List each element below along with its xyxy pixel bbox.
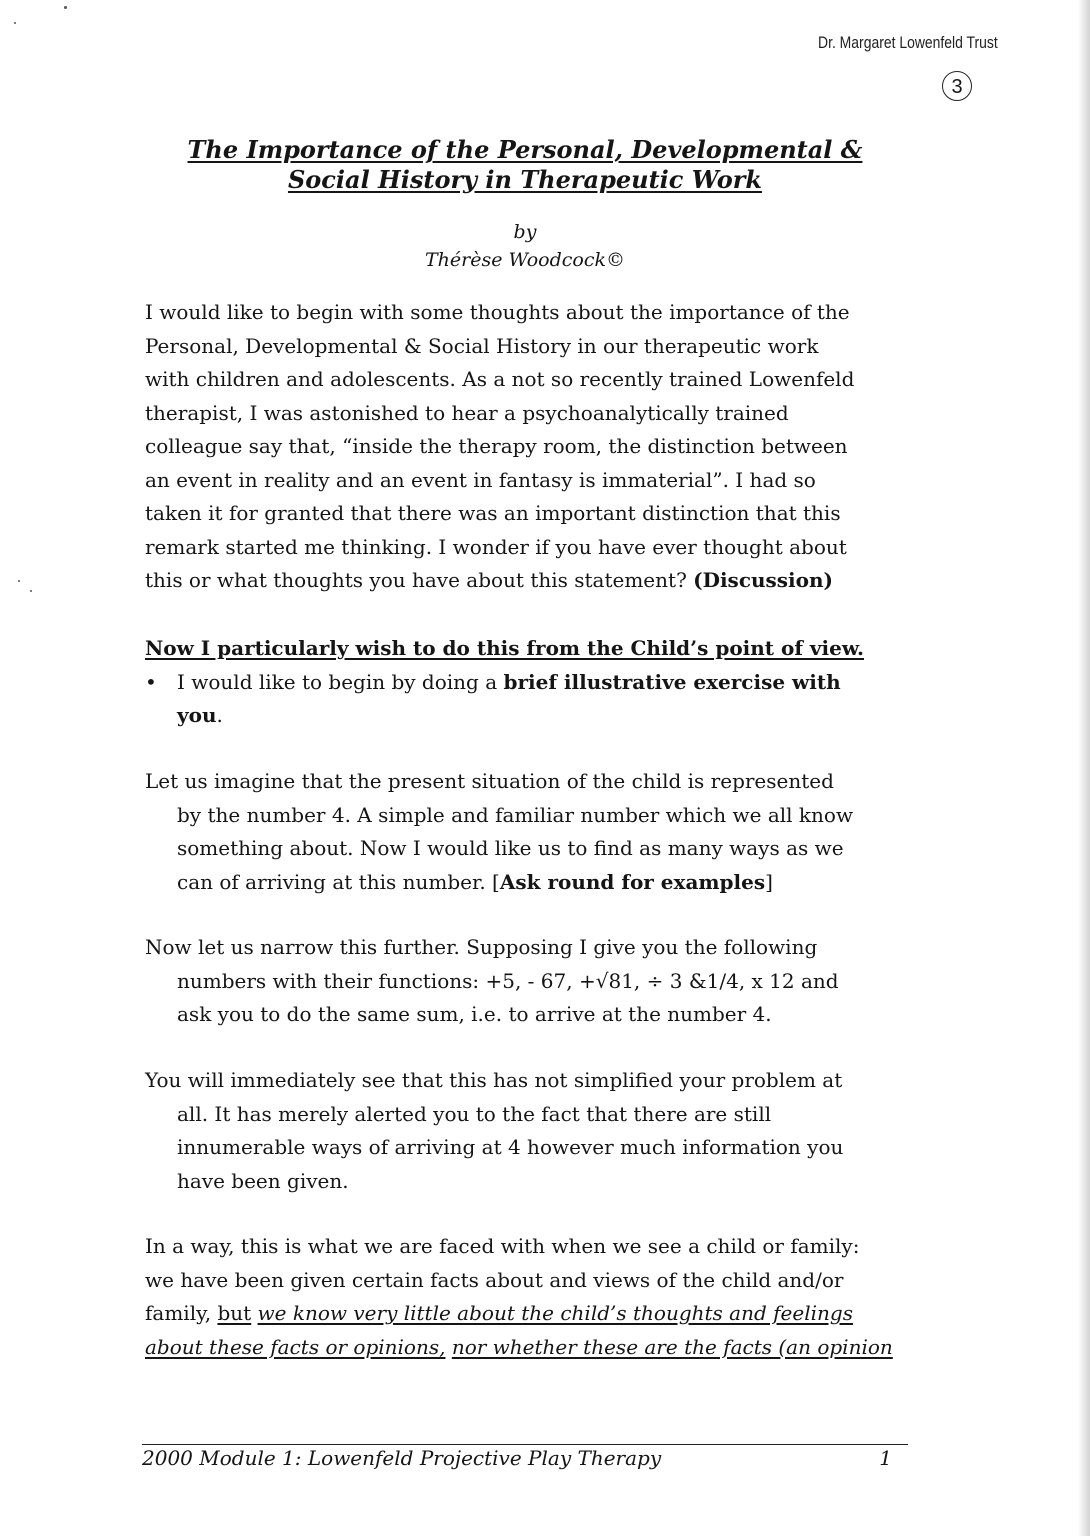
intro-line: I would like to begin with some thoughts about the importance of the bbox=[145, 300, 850, 324]
page-edge bbox=[1078, 0, 1090, 1536]
intro-line: remark started me thinking. I wonder if you have ever thought about bbox=[145, 534, 847, 559]
bullet-end: . bbox=[216, 703, 223, 727]
paragraph-line: have been given. bbox=[177, 1168, 349, 1193]
paragraph-text: ] bbox=[765, 869, 773, 894]
intro-line: colleague say that, “inside the therapy room, the distinction between bbox=[145, 434, 848, 458]
paragraph-last-line bbox=[145, 866, 915, 900]
title-line-2: Social History in Therapeutic Work bbox=[287, 165, 763, 194]
byline bbox=[100, 218, 950, 274]
footer-text: 2000 Module 1: Lowenfeld Projective Play Therapy bbox=[142, 1446, 662, 1470]
paragraph-line: we have been given certain facts about and views of the child and/or bbox=[145, 1267, 844, 1292]
bullet-text: I would like to begin by doing a bbox=[177, 669, 504, 694]
discussion-note: (Discussion) bbox=[693, 568, 833, 592]
paragraph-line: innumerable ways of arriving at 4 however much information you bbox=[177, 1135, 844, 1159]
scan-speck bbox=[14, 22, 16, 24]
scan-speck bbox=[64, 6, 67, 9]
immediately-paragraph bbox=[145, 1064, 915, 1198]
bullet-bold-text-2: you bbox=[177, 703, 217, 727]
paragraph-line: Now let us narrow this further. Supposing I give you the following bbox=[145, 935, 818, 959]
italic-underlined-text: nor whether these are the facts (an opinion bbox=[451, 1334, 893, 1359]
page-footer bbox=[142, 1444, 892, 1472]
point-of-view-section bbox=[145, 632, 915, 733]
underlined-text: but bbox=[217, 1301, 252, 1325]
paragraph-line: Let us imagine that the present situation of the child is represented bbox=[145, 769, 834, 793]
document-title bbox=[100, 135, 950, 195]
paragraph-line: numbers with their functions: +5, - 67, +√81, ÷ 3 &1/4, x 12 and bbox=[177, 968, 839, 993]
in-a-way-paragraph bbox=[145, 1230, 915, 1364]
paragraph-line: something about. Now I would like us to find as many ways as we bbox=[177, 836, 844, 860]
paragraph-text: can of arriving at this number. [ bbox=[177, 869, 500, 894]
bullet-marker: • bbox=[145, 669, 157, 694]
scan-speck bbox=[18, 580, 20, 582]
title-line-1: The Importance of the Personal, Developmental & bbox=[187, 135, 863, 164]
bullet-item bbox=[145, 666, 915, 700]
intro-paragraph bbox=[145, 296, 915, 598]
intro-line: with children and adolescents. As a not so recently trained Lowenfeld bbox=[145, 367, 855, 391]
scan-speck bbox=[30, 590, 32, 592]
paragraph-line bbox=[145, 1331, 915, 1365]
italic-underlined-text: about these facts or opinions, bbox=[145, 1334, 446, 1359]
paragraph-line bbox=[145, 1297, 915, 1331]
intro-line: taken it for granted that there was an important distinction that this bbox=[145, 501, 841, 525]
narrow-paragraph bbox=[145, 931, 915, 1032]
paragraph-line: In a way, this is what we are faced with when we see a child or family: bbox=[145, 1234, 860, 1258]
intro-line: an event in reality and an event in fantasy is immaterial”. I had so bbox=[145, 467, 816, 492]
trust-header: Dr. Margaret Lowenfeld Trust bbox=[818, 33, 998, 52]
paragraph-text: family, bbox=[145, 1301, 218, 1325]
paragraph-line: You will immediately see that this has not simplified your problem at bbox=[145, 1068, 843, 1092]
footer-page-number: 1 bbox=[879, 1446, 892, 1470]
ask-round-note: Ask round for examples bbox=[499, 869, 766, 894]
intro-last-line bbox=[145, 564, 915, 598]
section-subheading: Now I particularly wish to do this from the Child’s point of view. bbox=[145, 636, 865, 660]
italic-underlined-text: we know very little about the child’s thoughts and feelings bbox=[257, 1301, 853, 1325]
intro-line: Personal, Developmental & Social History in our therapeutic work bbox=[145, 333, 819, 358]
by-label: by bbox=[513, 221, 537, 243]
intro-last-text: this or what thoughts you have about this statement? bbox=[145, 568, 687, 592]
number-paragraph bbox=[145, 765, 915, 899]
circled-page-number: 3 bbox=[942, 71, 972, 101]
author-name: Thérèse Woodcock© bbox=[424, 249, 626, 271]
intro-line: therapist, I was astonished to hear a psychoanalytically trained bbox=[145, 400, 789, 425]
bullet-bold-text: brief illustrative exercise with bbox=[503, 669, 841, 694]
bullet-continuation bbox=[145, 699, 915, 733]
paragraph-line: by the number 4. A simple and familiar number which we all know bbox=[177, 802, 854, 827]
paragraph-line: all. It has merely alerted you to the fact that there are still bbox=[177, 1101, 772, 1126]
paragraph-line: ask you to do the same sum, i.e. to arrive at the number 4. bbox=[177, 1002, 772, 1026]
